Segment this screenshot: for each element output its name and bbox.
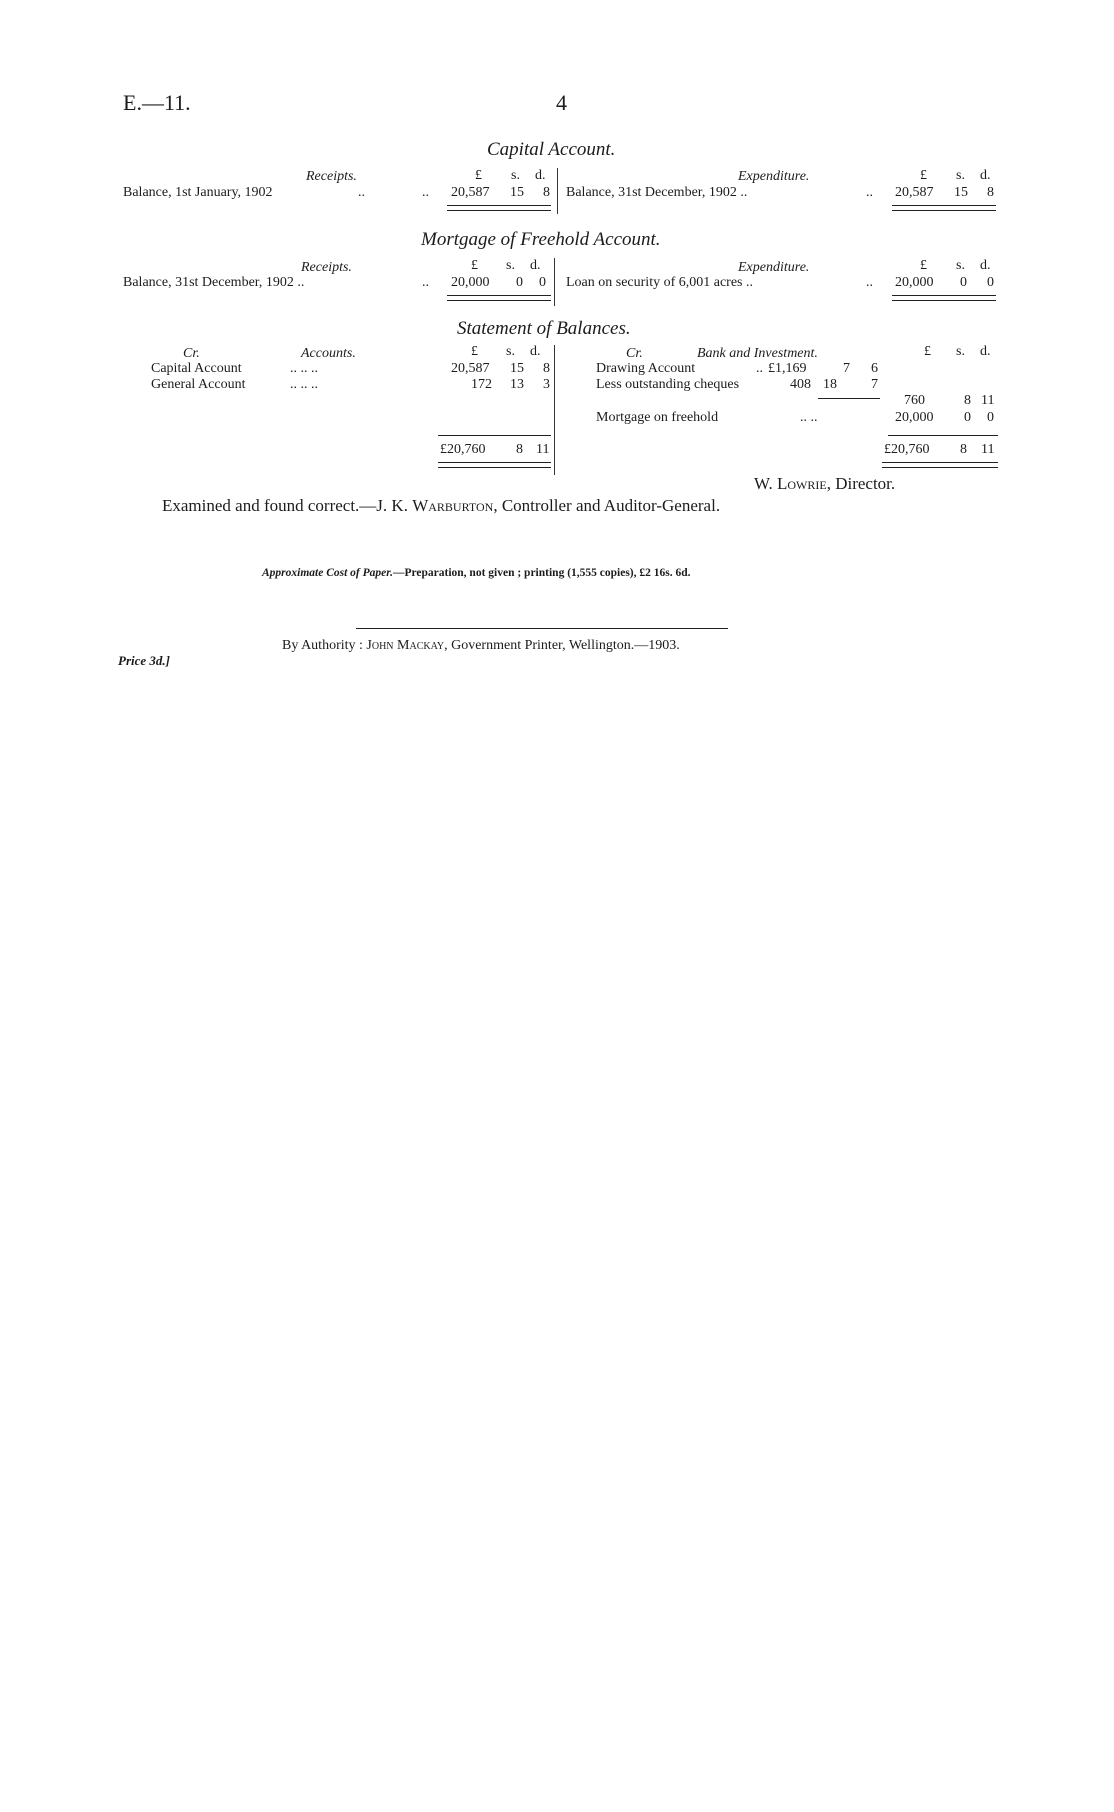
balances-mortgage-label: Mortgage on freehold <box>596 410 719 425</box>
balances-right-total-s: 8 <box>960 442 967 457</box>
balances-right-lsd-d: d. <box>980 344 991 359</box>
mortgage-divider <box>554 258 555 306</box>
capital-receipt-dots: .. <box>358 185 365 200</box>
balances-general-amount: 172 <box>471 377 492 392</box>
balances-mortgage-s: 0 <box>964 410 971 425</box>
balances-capital-d: 8 <box>543 361 550 376</box>
imprint-rest: , Government Printer, Wellington.—1903. <box>444 638 680 653</box>
balances-capital-dots: .. .. .. <box>290 361 318 376</box>
capital-expenditure-s: 15 <box>954 185 968 200</box>
balances-left-total-s: 8 <box>516 442 523 457</box>
capital-expenditure-label: Balance, 31st December, 1902 .. <box>566 185 748 200</box>
balances-right-total-d: 11 <box>981 442 995 457</box>
audit-note <box>162 497 720 514</box>
capital-receipts-heading: Receipts. <box>306 169 357 184</box>
audit-text-after: , Controller and Auditor-General. <box>493 496 721 515</box>
capital-lsd-s: s. <box>511 168 520 183</box>
balances-lsd-d: d. <box>530 344 541 359</box>
capital-expenditure-heading: Expenditure. <box>738 169 810 184</box>
capital-expenditure-d: 8 <box>987 185 994 200</box>
capital-exp-lsd-s: s. <box>956 168 965 183</box>
price-note: Price 3d.] <box>118 653 170 668</box>
capital-account-title: Capital Account. <box>487 139 616 160</box>
balances-general-s: 13 <box>510 377 524 392</box>
balances-left-total-amount: £20,760 <box>440 442 486 457</box>
balances-mortgage-dots: .. .. <box>800 410 818 425</box>
mortgage-lsd-s: s. <box>506 258 515 273</box>
mortgage-expenditure-s: 0 <box>960 275 967 290</box>
page-ref: E.—11. <box>123 90 191 115</box>
audit-text-before: Examined and found correct.—J. K. <box>162 496 413 515</box>
mortgage-receipt-d: 0 <box>539 275 546 290</box>
balances-left-cr: Cr. <box>183 346 200 361</box>
balances-less-amount: 408 <box>790 377 811 392</box>
balances-title: Statement of Balances. <box>457 318 631 339</box>
mortgage-expenditure-amount: 20,000 <box>895 275 934 290</box>
director-name: W. Lowrie <box>754 474 827 493</box>
cost-of-paper-note <box>262 568 691 580</box>
capital-expenditure-amount: 20,587 <box>895 185 934 200</box>
mortgage-receipt-label: Balance, 31st December, 1902 .. <box>123 275 305 290</box>
auditor-name: Warburton <box>412 496 494 515</box>
balances-right-lsd-s: s. <box>956 344 965 359</box>
capital-receipt-amount: 20,587 <box>451 185 490 200</box>
mortgage-expenditure-total-rule <box>892 295 996 301</box>
balances-lsd-s: s. <box>506 344 515 359</box>
mortgage-lsd-d: d. <box>530 258 541 273</box>
mortgage-expenditure-label: Loan on security of 6,001 acres .. <box>566 275 753 290</box>
capital-expenditure-dots: .. <box>866 185 873 200</box>
balances-left-total-rule <box>438 462 551 468</box>
capital-receipt-s: 15 <box>510 185 524 200</box>
balances-lsd-pound: £ <box>471 344 478 359</box>
capital-exp-lsd-pound: £ <box>920 168 927 183</box>
capital-receipt-label: Balance, 1st January, 1902 <box>123 185 273 200</box>
balances-drawing-dots: .. <box>756 361 763 376</box>
mortgage-receipt-dots: .. <box>422 275 429 290</box>
balances-less-rule <box>818 398 880 399</box>
mortgage-receipt-total-rule <box>447 295 551 301</box>
mortgage-exp-lsd-d: d. <box>980 258 991 273</box>
mortgage-account-title: Mortgage of Freehold Account. <box>421 229 661 250</box>
balances-right-total-rule <box>882 462 998 468</box>
balances-drawing-d: 6 <box>871 361 878 376</box>
balances-general-d: 3 <box>543 377 550 392</box>
mortgage-receipt-s: 0 <box>516 275 523 290</box>
capital-lsd-d: d. <box>535 168 546 183</box>
cost-label: Approximate Cost of Paper. <box>262 567 393 579</box>
capital-receipt-total-rule <box>447 205 551 211</box>
balances-left-heading: Accounts. <box>301 346 356 361</box>
balances-drawing-label: Drawing Account <box>596 361 696 376</box>
mortgage-lsd-pound: £ <box>471 258 478 273</box>
printer-name: John Mackay <box>366 638 445 653</box>
balances-right-heading: Bank and Investment. <box>697 346 818 361</box>
capital-lsd-pound: £ <box>475 168 482 183</box>
capital-receipt-d: 8 <box>543 185 550 200</box>
mortgage-expenditure-dots: .. <box>866 275 873 290</box>
cost-text: —Preparation, not given ; printing (1,555 copies), £2 16s. 6d. <box>392 567 691 579</box>
mortgage-expenditure-heading: Expenditure. <box>738 260 810 275</box>
balances-divider <box>554 345 555 475</box>
imprint-by: By Authority : <box>282 638 363 653</box>
mortgage-expenditure-d: 0 <box>987 275 994 290</box>
balances-general-dots: .. .. .. <box>290 377 318 392</box>
balances-left-subtotal-rule <box>438 435 551 436</box>
balances-less-label: Less outstanding cheques <box>596 377 740 392</box>
page-number: 4 <box>556 90 567 115</box>
director-signature <box>754 475 895 492</box>
balances-right-subtotal-rule <box>888 435 998 436</box>
capital-expenditure-total-rule <box>892 205 996 211</box>
balances-net-d: 11 <box>981 393 995 408</box>
imprint-rule <box>356 628 728 629</box>
balances-less-s: 18 <box>823 377 837 392</box>
balances-less-d: 7 <box>871 377 878 392</box>
balances-capital-amount: 20,587 <box>451 361 490 376</box>
balances-drawing-s: 7 <box>843 361 850 376</box>
balances-right-cr: Cr. <box>626 346 643 361</box>
capital-receipt-dots-2: .. <box>422 185 429 200</box>
director-title: , Director. <box>826 474 896 493</box>
balances-left-total-d: 11 <box>536 442 550 457</box>
balances-right-lsd-pound: £ <box>924 344 931 359</box>
mortgage-exp-lsd-s: s. <box>956 258 965 273</box>
balances-net-amount: 760 <box>904 393 925 408</box>
mortgage-receipts-heading: Receipts. <box>301 260 352 275</box>
balances-mortgage-d: 0 <box>987 410 994 425</box>
printer-imprint <box>282 639 680 653</box>
mortgage-receipt-amount: 20,000 <box>451 275 490 290</box>
capital-exp-lsd-d: d. <box>980 168 991 183</box>
mortgage-exp-lsd-pound: £ <box>920 258 927 273</box>
balances-drawing-amount: £1,169 <box>768 361 807 376</box>
balances-net-s: 8 <box>964 393 971 408</box>
balances-right-total-amount: £20,760 <box>884 442 930 457</box>
balances-capital-s: 15 <box>510 361 524 376</box>
balances-capital-label: Capital Account <box>151 361 242 376</box>
capital-divider <box>557 168 558 214</box>
balances-mortgage-amount: 20,000 <box>895 410 934 425</box>
balances-general-label: General Account <box>151 377 246 392</box>
